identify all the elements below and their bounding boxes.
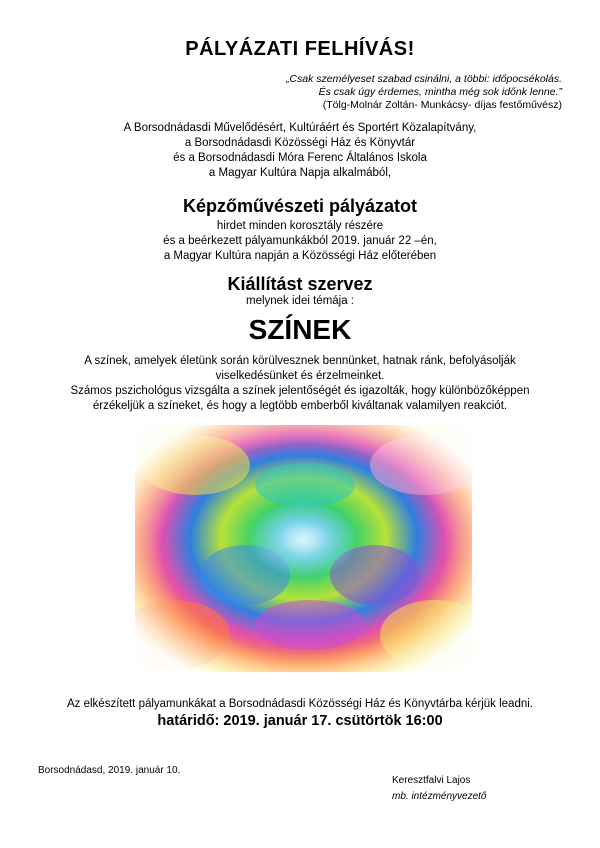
quote-line-1: „Csak személyeset szabad csinálni, a többi: időpocsékolás.: [285, 73, 562, 85]
detail-line: hirdet minden korosztály részére: [216, 220, 384, 232]
organizers-block: [0, 121, 600, 181]
signature-block: [392, 773, 487, 805]
signer-role: mb. intézményvezető: [392, 791, 487, 802]
page-title: PÁLYÁZATI FELHÍVÁS!: [185, 38, 415, 60]
place-date: Borsodnádasd, 2019. január 10.: [38, 765, 181, 776]
exhibition-heading: Kiállítást szervez: [227, 274, 373, 294]
color-explosion-image: [135, 425, 472, 672]
organizer-line: a Borsodnádasdi Közösségi Ház és Könyvtár: [184, 137, 416, 149]
organizer-line: a Magyar Kultúra Napja alkalmából,: [208, 167, 392, 179]
description-paragraph: Számos pszichológus vizsgálta a színek jelentőségét és igazolták, hogy különbözőképpen érzékeljük a színeket, és hogy a legtöbb emberből kiváltanak valamilyen reakciót.: [70, 385, 530, 412]
theme-title: SZÍNEK: [248, 314, 352, 345]
description-paragraph: A színek, amelyek életünk során körülvesznek bennünket, hatnak ránk, befolyásolják viselkedésünket és érzelmeinket.: [84, 355, 516, 382]
theme-description: [60, 354, 540, 414]
theme-intro: melynek idei témája :: [245, 295, 355, 307]
motto-quote: [182, 73, 562, 112]
detail-line: a Magyar Kultúra napján a Közösségi Ház előterében: [163, 250, 437, 262]
detail-line: és a beérkezett pályamunkákból 2019. január 22 –én,: [163, 235, 437, 247]
organizer-line: és a Borsodnádasdi Móra Ferenc Általános Iskola: [173, 152, 427, 164]
signer-name: Keresztfalvi Lajos: [392, 775, 471, 786]
quote-line-2: És csak úgy érdemes, mintha még sok időnk lenne.”: [318, 86, 562, 98]
submission-note: Az elkészített pályamunkákat a Borsodnádasdi Közösségi Ház és Könyvtárba kérjük leadni.: [66, 698, 533, 710]
deadline: határidő: 2019. január 17. csütörtök 16:00: [157, 713, 443, 729]
competition-details: [0, 219, 600, 264]
quote-author: (Tölg-Molnár Zoltán- Munkácsy- díjas festőművész): [322, 99, 562, 111]
organizer-line: A Borsodnádasdi Művelődésért, Kultúráért és Sportért Közalapítvány,: [123, 122, 477, 134]
competition-heading: Képzőművészeti pályázatot: [182, 196, 418, 216]
